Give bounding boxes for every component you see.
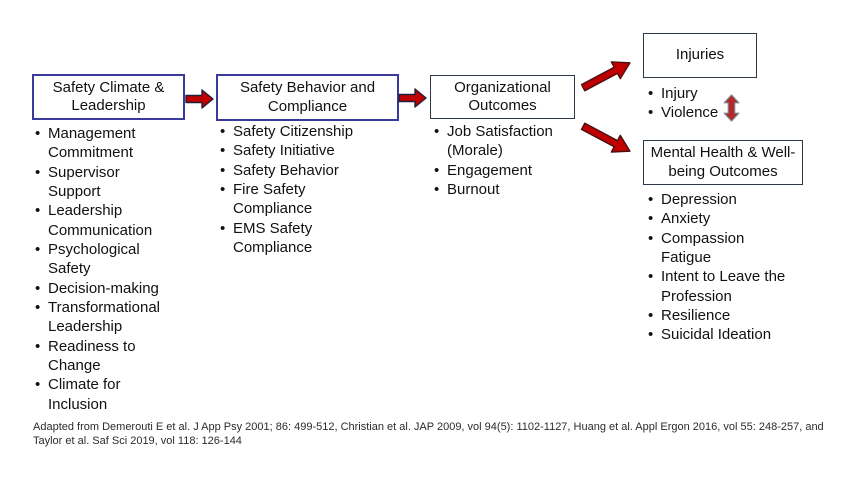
list-item: • Suicidal Ideation [648,325,788,344]
list-item: • Burnout [434,180,569,199]
up-right-arrow-icon [577,52,637,98]
citation-text: Adapted from Demerouti E et al. J App Psy 2001; 86: 499-512, Christian et al. JAP 2009, vol 94(5): 1102-1127, Huang et al. Appl Ergon 2016, vol 55: 248-257, and Taylor et al. Saf Sci 2019, vol 118: 126-144 [33,421,824,448]
list-item: • Compassion Fatigue [648,229,788,268]
list-item: • Climate for Inclusion [35,375,175,414]
safety-behavior-list [220,122,370,257]
safety-climate-list [35,124,175,414]
list-item: • Transformational Leadership [35,298,175,337]
list-item: • Safety Behavior [220,161,370,180]
box-title: Organizational Outcomes [454,78,551,114]
list-item: • Safety Initiative [220,141,370,160]
box-title: Mental Health & Well-being Outcomes [650,144,796,180]
list-item: • Leadership Communication [35,201,175,240]
injuries-box [643,33,757,78]
safety-climate-leadership-box [32,74,185,120]
list-item: • Management Commitment [35,124,175,163]
mental-health-list [648,190,788,345]
safety-behavior-compliance-box [216,74,399,121]
mental-health-wellbeing-box [643,140,803,185]
right-arrow-icon [185,88,215,110]
list-item: • Injury [648,84,758,103]
list-item: • Depression [648,190,788,209]
list-item: • Violence [648,103,758,122]
list-item: • Intent to Leave the Profession [648,267,788,306]
list-item: • Engagement [434,161,569,180]
list-item: • Supervisor Support [35,163,175,202]
list-item: • Psychological Safety [35,240,175,279]
organizational-outcomes-list [434,122,569,199]
list-item: • Decision-making [35,279,175,298]
list-item: • Readiness to Change [35,337,175,376]
box-title: Injuries [675,46,725,64]
list-item: • EMS Safety Compliance [220,219,370,258]
list-item: • Job Satisfaction (Morale) [434,122,569,161]
right-arrow-icon [398,87,428,109]
box-title: Safety Climate & Leadership [52,78,165,114]
list-item: • Safety Citizenship [220,122,370,141]
list-item: • Resilience [648,306,788,325]
injuries-list [648,84,758,123]
box-title: Safety Behavior and Compliance [239,79,376,115]
list-item: • Anxiety [648,209,788,228]
list-item: • Fire Safety Compliance [220,180,370,219]
down-right-arrow-icon [577,116,637,162]
organizational-outcomes-box [430,75,575,119]
